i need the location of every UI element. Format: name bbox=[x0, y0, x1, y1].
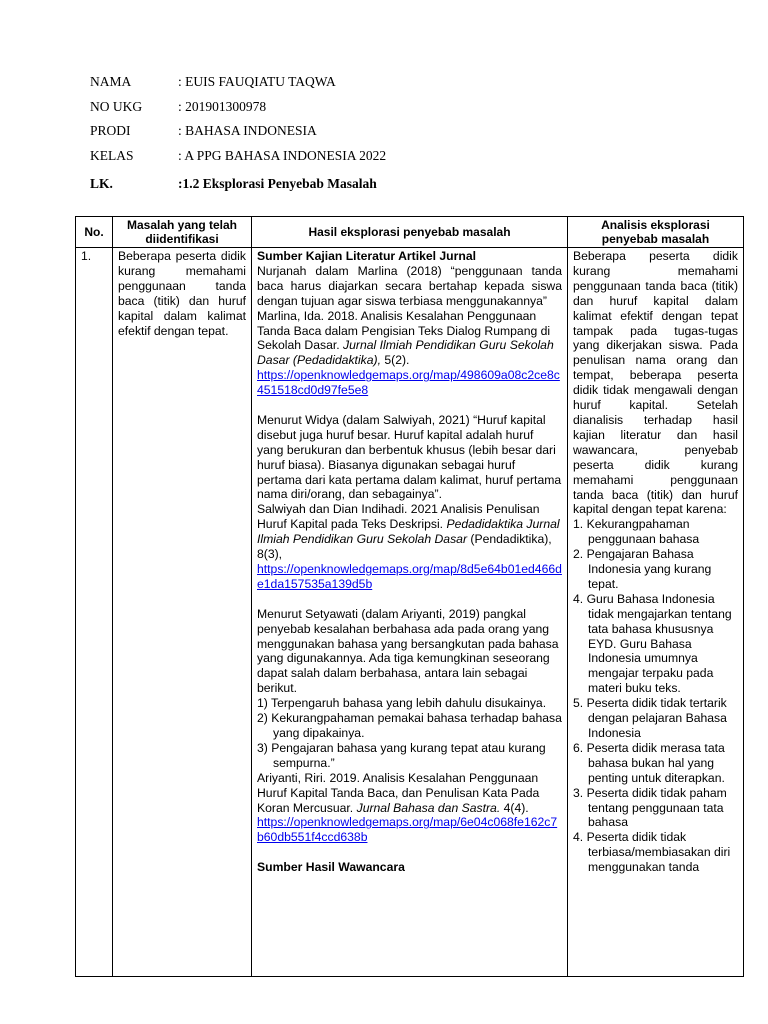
reference-marlina: Marlina, Ida. 2018. Analisis Kesalahan Penggunaan Tanda Baca dalam Pengisian Teks Dialog Rumpang di Sekolah Dasar. Jurnal Ilmiah Pendidikan Guru Sekolah Dasar (Pedadidaktika), 5(2). bbox=[257, 308, 554, 368]
cell-no bbox=[76, 248, 113, 977]
list-item: 4. Guru Bahasa Indonesia tidak mengajarkan tentang tata bahasa khususnya EYD. Guru Bahasa Indonesia umumnya mengajar terpaku pada materi buku teks. bbox=[573, 591, 732, 696]
header-row-lk bbox=[90, 172, 690, 197]
analisis-intro: Beberapa peserta didik kurang memahami penggunaan tanda baca (titik) dan huruf kapital dalam kalimat efektif dengan tepat tampak pada tugas-tugas yang dikerjakan siswa. Pada penulisan nama orang dan tempat, beberapa peserta didik tidak mengawali dengan huruf kapital. Setelah dianalisis terhadap hasil kajian literatur dan hasil wawancara, penyebab peserta didik kurang memahami penggunaan tanda baca (titik) dan huruf kapital dengan tepat karena: bbox=[573, 249, 738, 517]
list-item: 3. Peserta didik tidak paham tentang penggunaan tata bahasa bbox=[573, 785, 727, 830]
header-label: NO UKG bbox=[90, 98, 143, 114]
cell-masalah bbox=[113, 248, 252, 977]
lk-title: :1.2 Eksplorasi Penyebab Masalah bbox=[178, 176, 377, 192]
header-analisis: Analisis eksplorasi penyebab masalah bbox=[568, 217, 744, 248]
section-heading-literatur: Sumber Kajian Literatur Artikel Jurnal bbox=[257, 249, 476, 263]
reference-link-2[interactable]: https://openknowledgemaps.org/map/8d5e64b01ed466de1da157535a139d5b bbox=[257, 562, 562, 591]
header-row-no-ukg bbox=[90, 95, 690, 120]
section-heading-wawancara: Sumber Hasil Wawancara bbox=[257, 860, 405, 875]
header-value: : EUIS FAUQIATU TAQWA bbox=[178, 74, 336, 90]
reference-salwiyah: Salwiyah dan Dian Indihadi. 2021 Analisis Penulisan Huruf Kapital pada Teks Deskripsi. Pedadidaktika Jurnal Ilmiah Pendidikan Guru Sekolah Dasar (Pendadiktika), 8(3), bbox=[257, 502, 560, 562]
list-item: 3) Pengajaran bahasa yang kurang tepat atau kurang sempurna.” bbox=[257, 740, 546, 770]
cell-analisis bbox=[568, 248, 744, 977]
header-value: : BAHASA INDONESIA bbox=[178, 123, 317, 139]
header-value: : A PPG BAHASA INDONESIA 2022 bbox=[178, 147, 387, 163]
list-item: 4. Peserta didik tidak terbiasa/membiasakan diri menggunakan tanda bbox=[573, 830, 731, 875]
lk-label: LK. bbox=[90, 176, 113, 192]
header-label: KELAS bbox=[90, 147, 134, 163]
list-item: 1) Terpengaruh bahasa yang lebih dahulu disukainya. bbox=[257, 696, 547, 711]
table-row bbox=[76, 248, 744, 977]
reference-link-3[interactable]: https://openknowledgemaps.org/map/6e04c068fe162c7b60db551f4ccd638b bbox=[257, 815, 558, 845]
row-number: 1. bbox=[81, 249, 92, 263]
header-label: PRODI bbox=[90, 123, 131, 139]
header-row-nama bbox=[90, 70, 690, 95]
cell-hasil bbox=[252, 248, 568, 977]
analisis-list bbox=[573, 517, 738, 875]
table-header-row bbox=[76, 217, 744, 248]
header-value: : 201901300978 bbox=[178, 98, 267, 114]
list-item: 1. Kekurangpahaman penggunaan bahasa bbox=[573, 517, 700, 547]
header-no: No. bbox=[76, 217, 113, 248]
quote-widya: Menurut Widya (dalam Salwiyah, 2021) “Huruf kapital disebut juga huruf besar. Huruf kapital adalah huruf yang berukuran dan berbentuk khusus (lebih besar dari huruf biasa). Biasanya digunakan sebagai huruf pertama dari kata pertama dalam kalimat, huruf pertama nama diri/orang, dan sebagainya”. bbox=[257, 412, 562, 502]
exploration-table bbox=[75, 216, 744, 977]
masalah-text: Beberapa peserta didik kurang memahami penggunaan tanda baca (titik) dan huruf kapital dalam kalimat efektif dengan tepat. bbox=[118, 249, 246, 338]
list-item: 2. Pengajaran Bahasa Indonesia yang kurang tepat. bbox=[573, 547, 712, 591]
reference-link-1[interactable]: https://openknowledgemaps.org/map/498609a08c2ce8c451518cd0d97fe5e8 bbox=[257, 368, 560, 398]
identity-header bbox=[90, 70, 690, 197]
quote-setyawati: Menurut Setyawati (dalam Ariyanti, 2019) pangkal penyebab kesalahan berbahasa ada pada orang yang menggunakan bahasa yang bersangkutan pada bahasa yang digunakannya. Ada tiga kemungkinan seseorang dapat salah dalam berbahasa, antara lain sebagai berikut. bbox=[257, 606, 559, 696]
header-hasil: Hasil eksplorasi penyebab masalah bbox=[252, 217, 568, 248]
list-item: 2) Kekurangpahaman pemakai bahasa terhadap bahasa yang dipakainya. bbox=[257, 711, 562, 740]
header-masalah: Masalah yang telah diidentifikasi bbox=[113, 217, 252, 248]
header-row-kelas bbox=[90, 144, 690, 169]
list-item: 6. Peserta didik merasa tata bahasa bukan hal yang penting untuk diterapkan. bbox=[573, 740, 725, 785]
header-label: NAMA bbox=[90, 74, 132, 90]
reference-ariyanti: Ariyanti, Riri. 2019. Analisis Kesalahan Penggunaan Huruf Kapital Tanda Baca, dan Penulisan Kata Pada Koran Mercusuar. Jurnal Bahasa dan Sastra. 4(4). bbox=[257, 770, 540, 815]
quote-marlina: Nurjanah dalam Marlina (2018) “penggunaan tanda baca harus diajarkan secara bertahap kepada siswa dengan tujuan agar siswa terbiasa menggunakannya” bbox=[257, 263, 562, 308]
header-row-prodi bbox=[90, 119, 690, 144]
list-item: 5. Peserta didik tidak tertarik dengan pelajaran Bahasa Indonesia bbox=[573, 696, 727, 740]
